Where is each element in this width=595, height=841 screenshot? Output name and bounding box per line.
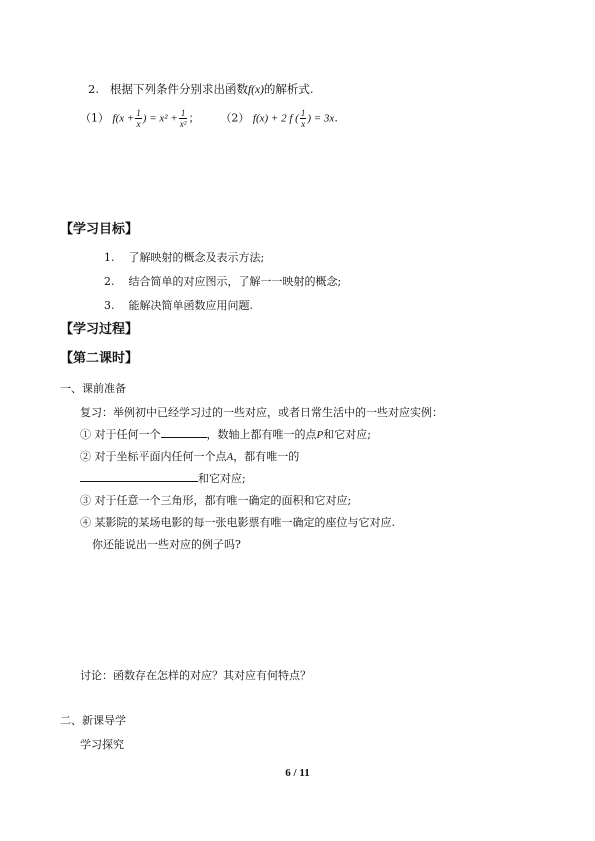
review-line: 复习：举例初中已经学习过的一些对应，或者日常生活中的一些对应实例： <box>80 406 443 419</box>
blank-field <box>80 481 198 482</box>
goal-num: 2. <box>104 275 115 288</box>
blank-field <box>161 437 207 438</box>
function-symbol: f(x) <box>247 84 264 96</box>
item1-text: ① 对于任何一个 <box>80 428 161 441</box>
goal-num: 3. <box>104 299 115 312</box>
part1-rhs-fraction <box>179 108 188 129</box>
section-2-title: 二、新课导学 <box>60 714 126 727</box>
goal-text: 了解映射的概念及表示方法; <box>128 251 265 264</box>
review-item-2-line2 <box>80 470 246 486</box>
part2-fraction <box>300 108 307 129</box>
part1-fraction <box>135 108 142 129</box>
review-item-3: ③ 对于任意一个三角形，都有唯一确定的面积和它对应; <box>80 494 352 507</box>
problem-number: 2. <box>88 82 99 96</box>
review-item-2 <box>80 448 299 464</box>
part1-close: ) = x² + <box>142 112 178 125</box>
item1-text-after: ，数轴上都有唯一的点 <box>206 428 317 441</box>
problem-text-end: 的解析式. <box>263 82 314 96</box>
part1-f: f <box>112 112 116 125</box>
problem-text: 根据下列条件分别求出函数 <box>109 82 248 96</box>
part1-rhs-frac-num: 1 <box>179 108 188 119</box>
point-a: A <box>226 451 234 463</box>
item2-text-end: ，都有唯一的 <box>233 450 300 463</box>
discussion-line: 讨论：函数存在怎样的对应？其对应有何特点？ <box>80 669 311 682</box>
question-line: 你还能说出一些对应的例子吗? <box>92 538 241 551</box>
part2-frac-num: 1 <box>300 108 306 118</box>
goals-heading: 【学习目标】 <box>60 222 139 237</box>
point-p: P <box>316 429 324 441</box>
goal-item <box>104 297 253 313</box>
part2-label: （2） <box>220 111 250 125</box>
part1-label: （1） <box>80 111 109 125</box>
item2-text: ② 对于坐标平面内任何一个点 <box>80 450 227 463</box>
goal-text: 能解决简单函数应用问题. <box>128 299 253 312</box>
page-number: 6 / 11 <box>285 767 310 779</box>
part1-frac-den: x <box>136 119 141 129</box>
goal-text: 结合简单的对应图示，了解一一映射的概念; <box>128 275 342 288</box>
lesson-heading: 【第二课时】 <box>60 351 139 366</box>
part1-rhs-frac-den: x² <box>179 119 187 129</box>
problem-2-parts <box>80 108 338 129</box>
process-heading: 【学习过程】 <box>60 322 139 337</box>
goal-item <box>104 273 341 289</box>
item2-line2-end: 和它对应; <box>198 472 246 485</box>
part2-lhs: f(x) + 2 f ( <box>252 112 299 125</box>
review-item-1 <box>80 426 371 442</box>
review-item-4: ④ 某影院的某场电影的每一张电影票有唯一确定的座位与它对应. <box>80 516 395 529</box>
section-2-sub: 学习探究 <box>80 738 124 751</box>
goal-item <box>104 249 264 265</box>
part2-end: . <box>334 111 338 125</box>
part1-frac-num: 1 <box>136 108 141 118</box>
part2-frac-den: x <box>301 119 306 129</box>
part1-open: (x + <box>115 112 135 125</box>
problem-2-line <box>88 81 314 97</box>
part1-end: ； <box>188 111 200 125</box>
section-1-title: 一、课前准备 <box>60 382 126 395</box>
part2-rhs: ) = 3x <box>307 112 335 125</box>
goal-num: 1. <box>104 251 115 264</box>
item1-end: 和它对应; <box>323 428 371 441</box>
